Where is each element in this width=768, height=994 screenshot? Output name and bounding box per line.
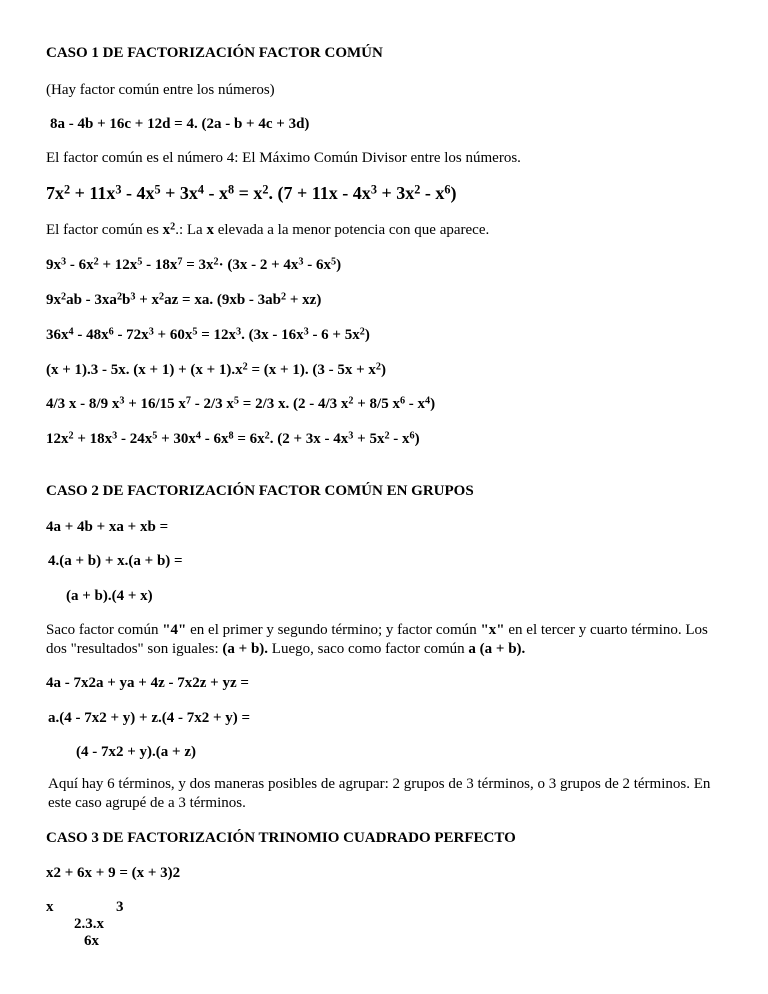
caso2-heading: CASO 2 DE FACTORIZACIÓN FACTOR COMÚN EN GRUPOS (46, 483, 474, 499)
caso1-example-3: $9x^3 - 6x^2 + 12x^5 - 18x^7 = 3x^2\cdot (3x - 2 + 4x^3 - 6x^5)$ (46, 256, 342, 273)
caso2-explanation: Saco factor común "4" en el primer y segundo término; y factor común "x" en el tercer y cuarto término. Los dos "resultados" son iguales: (a + b). Luego, saco como factor común a (a + b). (46, 622, 708, 657)
caso2-step-6: (4 - 7x2 + y).(a + z) (76, 744, 196, 760)
caso2-step-4: 4a - 7x2a + ya + 4z - 7x2z + yz = (46, 675, 249, 691)
caso1-heading: CASO 1 DE FACTORIZACIÓN FACTOR COMÚN (46, 45, 383, 61)
caso1-subtitle: (Hay factor común entre los números) (46, 82, 275, 98)
caso2-step-1: 4a + 4b + xa + xb = (46, 519, 169, 535)
caso1-example-5: $36x^4 - 48x^6 - 72x^3 + 60x^5 = 12x^3$. $(3x - 16x^3 - 6 + 5x^2)$ (46, 326, 370, 343)
caso3-root-3: 3 (116, 899, 124, 915)
caso1-explanation-1: El factor común es el número 4: El Máximo Común Divisor entre los números. (46, 150, 521, 166)
caso1-example-6: (x + 1).3 - 5x. $(x + 1) + (x + 1).x^2 = (x + 1)$. $(3 - 5x + x^2)$ (46, 361, 386, 378)
caso2-step-5: a.(4 - 7x2 + y) + z.(4 - 7x2 + y) = (48, 710, 251, 726)
caso3-heading: CASO 3 DE FACTORIZACIÓN TRINOMIO CUADRADO PERFECTO (46, 830, 516, 846)
caso1-example-7: 4/3 x - 8/9 $x^3 + 16/15$ $x^7 - 2/3$ $x^5 = 2/3$ x. (2 - 4/3 $x^2 + 8/5$ $x^6 - x^4$) (46, 395, 436, 412)
caso1-example-2: $7x^2 + 11x^3 - 4x^5 + 3x^4 - x^8 = x^2$. $(7 + 11x - 4x^3 + 3x^2 - x^6)$ (46, 182, 457, 203)
caso2-explanation-2: Aquí hay 6 términos, y dos maneras posibles de agrupar: 2 grupos de 3 términos, o 3 grupos de 2 términos. En este caso agrupé de a 3 términos. (48, 776, 711, 811)
caso1-example-4: $9x^2ab - 3xa^2b^3 + x^2az$ = xa. $(9xb - 3ab^2 + xz)$ (46, 291, 322, 308)
caso2-step-3: (a + b).(4 + x) (66, 588, 153, 604)
caso3-step-1: x2 + 6x + 9 = (x + 3)2 (46, 865, 181, 881)
caso1-explanation-2: El factor común es $x^2$.: La x elevada a la menor potencia con que aparece. (46, 221, 490, 238)
caso3-double-product: 2.3.x (74, 916, 104, 932)
caso3-result: 6x (84, 933, 99, 949)
caso2-step-2: 4.(a + b) + x.(a + b) = (48, 553, 183, 569)
caso3-root-x: x (46, 899, 54, 915)
caso1-example-8: $12x^2 + 18x^3 - 24x^5 + 30x^4 - 6x^8 = 6x^2$. $(2 + 3x - 4x^3 + 5x^2 - x^6)$ (46, 430, 420, 447)
caso1-example-1: 8a - 4b + 16c + 12d = 4. (2a - b + 4c + 3d) (50, 116, 310, 132)
